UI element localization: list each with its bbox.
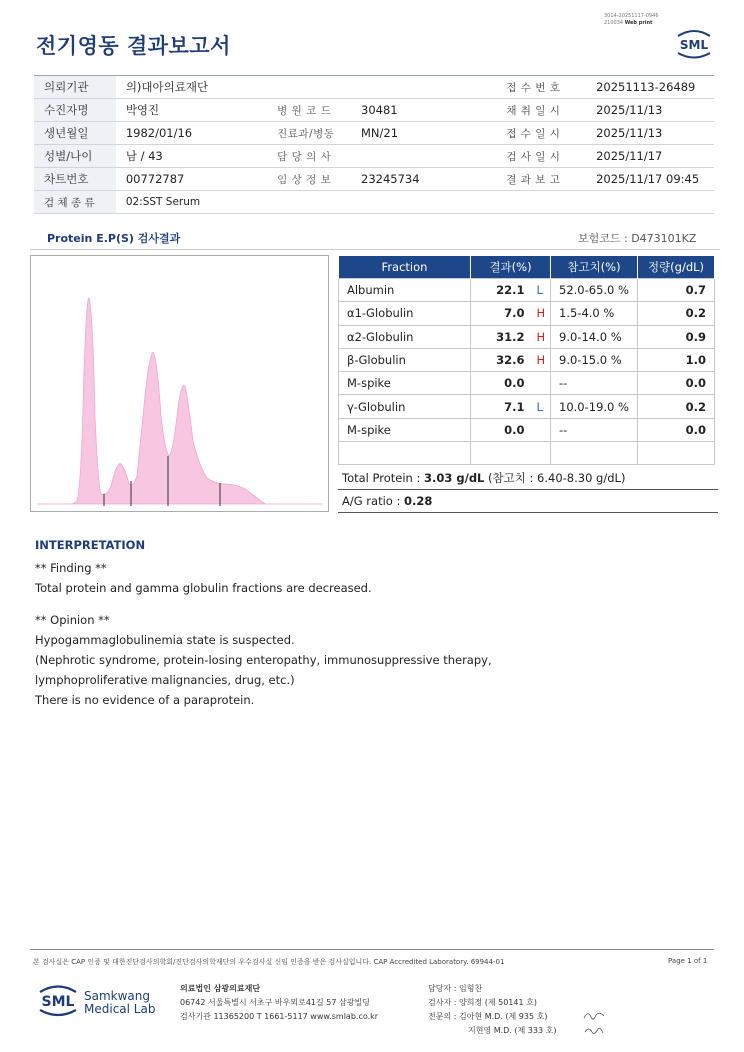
result-flag — [533, 418, 551, 441]
info-label: 접 수 번 호 — [500, 76, 586, 99]
col-header-qty: 정량(g/dL) — [637, 256, 714, 279]
print-meta — [604, 13, 659, 27]
reference-range: 10.0-19.0 % — [551, 395, 638, 418]
curve-fill — [37, 298, 323, 504]
org-contact: 검사기관 11365200 T 1661-5117 www.smlab.co.kr — [180, 1012, 379, 1021]
fraction-name: α1-Globulin — [339, 302, 471, 325]
col-header-ref: 참고치(%) — [551, 256, 638, 279]
info-label: 검 체 종 류 — [34, 191, 116, 214]
result-value — [471, 442, 533, 465]
info-value: 2025/11/13 — [586, 99, 714, 122]
print-meta-id: 3014-20251117-0946 — [604, 13, 659, 19]
result-row — [339, 302, 715, 325]
result-flag: L — [533, 395, 551, 418]
info-value: 20251113-26489 — [586, 76, 714, 99]
fraction-name: M-spike — [339, 372, 471, 395]
info-value: 02:SST Serum — [116, 191, 714, 214]
result-flag: H — [533, 325, 551, 348]
org-name: 의료법인 삼광의료재단 — [180, 984, 261, 993]
info-value: 00772787 — [116, 168, 271, 191]
info-label: 의뢰기관 — [34, 76, 116, 99]
quantity-value: 0.9 — [637, 325, 714, 348]
result-row — [339, 418, 715, 441]
result-row — [339, 372, 715, 395]
result-row — [339, 442, 715, 465]
info-label: 임 상 정 보 — [271, 168, 351, 191]
info-value — [351, 145, 500, 168]
footer-staff — [428, 982, 556, 1038]
fraction-name — [339, 442, 471, 465]
info-label: 접 수 일 시 — [500, 122, 586, 145]
info-value: 2025/11/17 — [586, 145, 714, 168]
fraction-name: Albumin — [339, 279, 471, 302]
footer-org — [180, 982, 378, 1024]
sml-footer-logo-icon — [36, 983, 80, 1017]
info-value: 의)대아의료재단 — [116, 76, 501, 99]
staff-name: 지현영 M.D. (제 333 호) — [468, 1026, 557, 1035]
brand-line: Medical Lab — [84, 1002, 156, 1016]
interpretation-body — [35, 558, 635, 710]
info-value: 23245734 — [351, 168, 500, 191]
total-protein — [338, 466, 718, 490]
info-label: 성별/나이 — [34, 145, 116, 168]
fraction-name: β-Globulin — [339, 348, 471, 371]
col-header-fraction: Fraction — [339, 256, 471, 279]
info-label: 검 사 일 시 — [500, 145, 586, 168]
result-value: 7.0 — [471, 302, 533, 325]
result-value: 32.6 — [471, 348, 533, 371]
electrophoresis-chart — [30, 255, 329, 512]
info-value: 2025/11/13 — [586, 122, 714, 145]
results-table — [338, 255, 715, 465]
reference-range: 9.0-15.0 % — [551, 348, 638, 371]
result-value: 0.0 — [471, 372, 533, 395]
info-value: 남 / 43 — [116, 145, 271, 168]
info-label: 담 당 의 사 — [271, 145, 351, 168]
page-number: Page 1 of 1 — [668, 957, 708, 965]
opinion-line: (Nephrotic syndrome, protein-losing enteropathy, immunosuppressive therapy, — [35, 653, 492, 667]
result-row — [339, 395, 715, 418]
signature-icon — [582, 1008, 606, 1038]
total-protein-label: Total Protein : — [342, 471, 425, 485]
opinion-line: lymphoproliferative malignancies, drug, etc.) — [35, 673, 295, 687]
quantity-value — [637, 442, 714, 465]
reference-range: 52.0-65.0 % — [551, 279, 638, 302]
reference-range: 9.0-14.0 % — [551, 325, 638, 348]
info-value: 2025/11/17 09:45 — [586, 168, 714, 191]
finding-heading: ** Finding ** — [35, 561, 107, 575]
footer-brand — [84, 990, 155, 1016]
result-value: 0.0 — [471, 418, 533, 441]
fraction-name: M-spike — [339, 418, 471, 441]
info-label: 병 원 코 드 — [271, 99, 351, 122]
fraction-name: γ-Globulin — [339, 395, 471, 418]
opinion-line: There is no evidence of a paraprotein. — [35, 693, 255, 707]
staff-label: 전문의 : — [428, 1012, 457, 1021]
ag-ratio-label: A/G ratio : — [342, 494, 405, 508]
insurance-code: 보험코드 : D473101KZ — [578, 232, 697, 245]
print-meta-code: 210034 — [604, 20, 624, 26]
quantity-value: 1.0 — [637, 348, 714, 371]
ag-ratio-value: 0.28 — [404, 494, 433, 508]
reference-range: 1.5-4.0 % — [551, 302, 638, 325]
result-flag: L — [533, 279, 551, 302]
staff-label: 담당자 : — [428, 984, 457, 993]
result-flag: H — [533, 348, 551, 371]
info-label: 수진자명 — [34, 99, 116, 122]
section-divider — [30, 249, 720, 250]
fraction-name: α2-Globulin — [339, 325, 471, 348]
finding-text: Total protein and gamma globulin fractions are decreased. — [35, 581, 372, 595]
result-flag — [533, 442, 551, 465]
result-flag — [533, 372, 551, 395]
electrophoresis-curve — [31, 256, 328, 511]
svg-text:SML: SML — [41, 994, 75, 1010]
report-title: 전기영동 결과보고서 — [36, 34, 231, 58]
info-label: 진료과/병동 — [271, 122, 351, 145]
info-label: 결 과 보 고 — [500, 168, 586, 191]
result-row — [339, 279, 715, 302]
quantity-value: 0.2 — [637, 302, 714, 325]
footer-certification: 본 검사실은 CAP 인증 및 대한진단검사의학회/진단검사의학재단의 우수검사실 신임 인증을 받은 검사실입니다. CAP Accredited Laboratory. 69944-01 — [33, 958, 505, 966]
patient-info-table — [34, 75, 714, 214]
info-value: MN/21 — [351, 122, 500, 145]
opinion-heading: ** Opinion ** — [35, 613, 110, 627]
opinion-line: Hypogammaglobulinemia state is suspected. — [35, 633, 295, 647]
col-header-result: 결과(%) — [471, 256, 551, 279]
staff-name: 김아현 M.D. (제 935 호) — [458, 1012, 548, 1021]
info-value: 박영진 — [116, 99, 271, 122]
brand-line: Samkwang — [84, 989, 150, 1003]
print-meta-web: Web print — [624, 20, 653, 26]
result-value: 31.2 — [471, 325, 533, 348]
reference-range — [551, 442, 638, 465]
svg-text:SML: SML — [679, 38, 709, 52]
staff-label: 검사자 : — [428, 998, 457, 1007]
result-row — [339, 325, 715, 348]
total-protein-value: 3.03 g/dL — [424, 471, 485, 485]
info-label: 채 취 일 시 — [500, 99, 586, 122]
result-value: 22.1 — [471, 279, 533, 302]
staff-name: 양희정 (제 50141 호) — [458, 998, 537, 1007]
info-value: 1982/01/16 — [116, 122, 271, 145]
ag-ratio — [338, 490, 718, 513]
info-label: 차트번호 — [34, 168, 116, 191]
info-value: 30481 — [351, 99, 500, 122]
reference-range: -- — [551, 418, 638, 441]
result-value: 7.1 — [471, 395, 533, 418]
section-title: Protein E.P(S) 검사결과 — [47, 232, 181, 245]
footer-divider — [30, 949, 714, 950]
reference-range: -- — [551, 372, 638, 395]
quantity-value: 0.0 — [637, 372, 714, 395]
quantity-value: 0.7 — [637, 279, 714, 302]
info-label: 생년월일 — [34, 122, 116, 145]
org-address: 06742 서울특별시 서초구 바우뫼로41길 57 삼광빌딩 — [180, 998, 370, 1007]
result-row — [339, 348, 715, 371]
interpretation-heading: INTERPRETATION — [35, 538, 146, 552]
sml-logo-icon — [674, 28, 714, 60]
quantity-value: 0.2 — [637, 395, 714, 418]
result-flag: H — [533, 302, 551, 325]
staff-name: 임형찬 — [458, 984, 483, 993]
quantity-value: 0.0 — [637, 418, 714, 441]
total-protein-ref: (참고치 : 6.40-8.30 g/dL) — [484, 471, 626, 485]
